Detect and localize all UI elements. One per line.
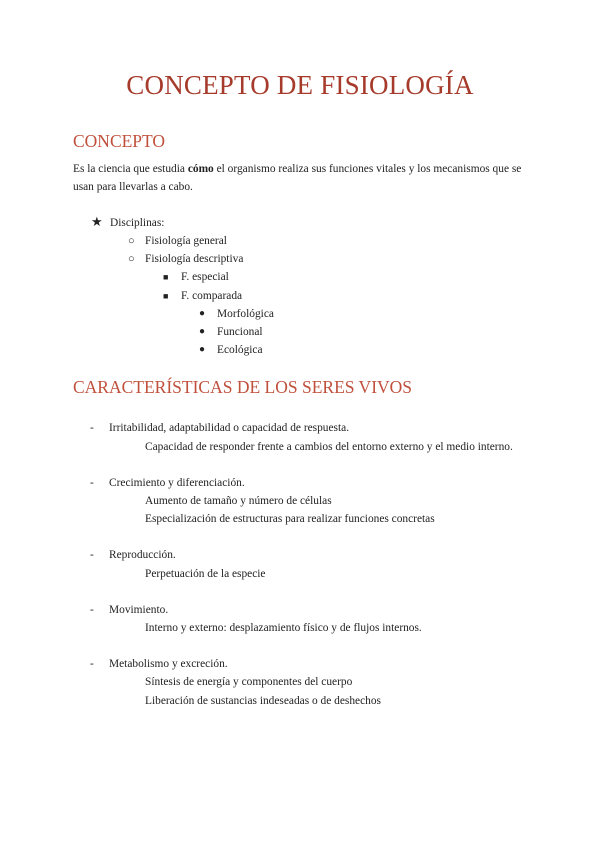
circle-bullet-icon: ○	[128, 253, 135, 265]
dash-bullet-icon: -	[90, 658, 94, 670]
characteristic-label: Crecimiento y diferenciación.	[109, 477, 245, 489]
characteristic-detail: Especialización de estructuras para realizar funciones concretas	[145, 513, 435, 525]
star-bullet-icon: ★	[91, 214, 103, 229]
characteristic-detail: Aumento de tamaño y número de células	[145, 495, 332, 507]
dot-bullet-icon: ●	[199, 344, 206, 355]
list-item-f-comparada: F. comparada	[181, 290, 243, 302]
list-item-disciplinas: Disciplinas:	[110, 217, 165, 229]
characteristic-detail: Liberación de sustancias indeseadas o de deshechos	[145, 695, 381, 707]
characteristic-label: Reproducción.	[109, 549, 176, 561]
page-title: CONCEPTO DE FISIOLOGÍA	[126, 70, 474, 100]
dash-bullet-icon: -	[90, 477, 94, 489]
characteristic-detail: Interno y externo: desplazamiento físico y de flujos internos.	[145, 622, 422, 634]
circle-bullet-icon: ○	[128, 235, 135, 247]
square-bullet-icon: ■	[163, 272, 169, 282]
characteristic-label: Irritabilidad, adaptabilidad o capacidad de respuesta.	[109, 422, 350, 434]
definition-text-end: el organismo realiza sus funciones vitales y los mecanismos que se usan para llevarlas a cabo.	[73, 163, 522, 193]
list-item-fisiologia-general: Fisiología general	[145, 235, 227, 247]
dot-bullet-icon: ●	[199, 326, 206, 337]
list-item-ecologica: Ecológica	[217, 344, 263, 356]
definition-text-start: Es la ciencia que estudia	[73, 163, 188, 175]
definition-text-bold: cómo	[187, 163, 214, 175]
section-heading-concepto: CONCEPTO	[73, 131, 166, 151]
dash-bullet-icon: -	[90, 549, 94, 561]
dash-bullet-icon: -	[90, 422, 94, 434]
characteristic-detail: Perpetuación de la especie	[145, 568, 266, 580]
list-item-funcional: Funcional	[217, 326, 263, 338]
dash-bullet-icon: -	[90, 604, 94, 616]
list-item-f-especial: F. especial	[181, 271, 229, 283]
characteristic-detail: Síntesis de energía y componentes del cuerpo	[145, 676, 353, 688]
list-item-fisiologia-descriptiva: Fisiología descriptiva	[145, 253, 244, 265]
characteristic-label: Movimiento.	[109, 604, 169, 616]
square-bullet-icon: ■	[163, 291, 169, 301]
definition-paragraph	[73, 160, 533, 196]
dot-bullet-icon: ●	[199, 308, 206, 319]
characteristic-label: Metabolismo y excreción.	[109, 658, 228, 670]
section-heading-caracteristicas: CARACTERÍSTICAS DE LOS SERES VIVOS	[73, 377, 413, 397]
list-item-morfologica: Morfológica	[217, 308, 274, 320]
characteristic-detail: Capacidad de responder frente a cambios del entorno externo y el medio interno.	[145, 441, 513, 453]
